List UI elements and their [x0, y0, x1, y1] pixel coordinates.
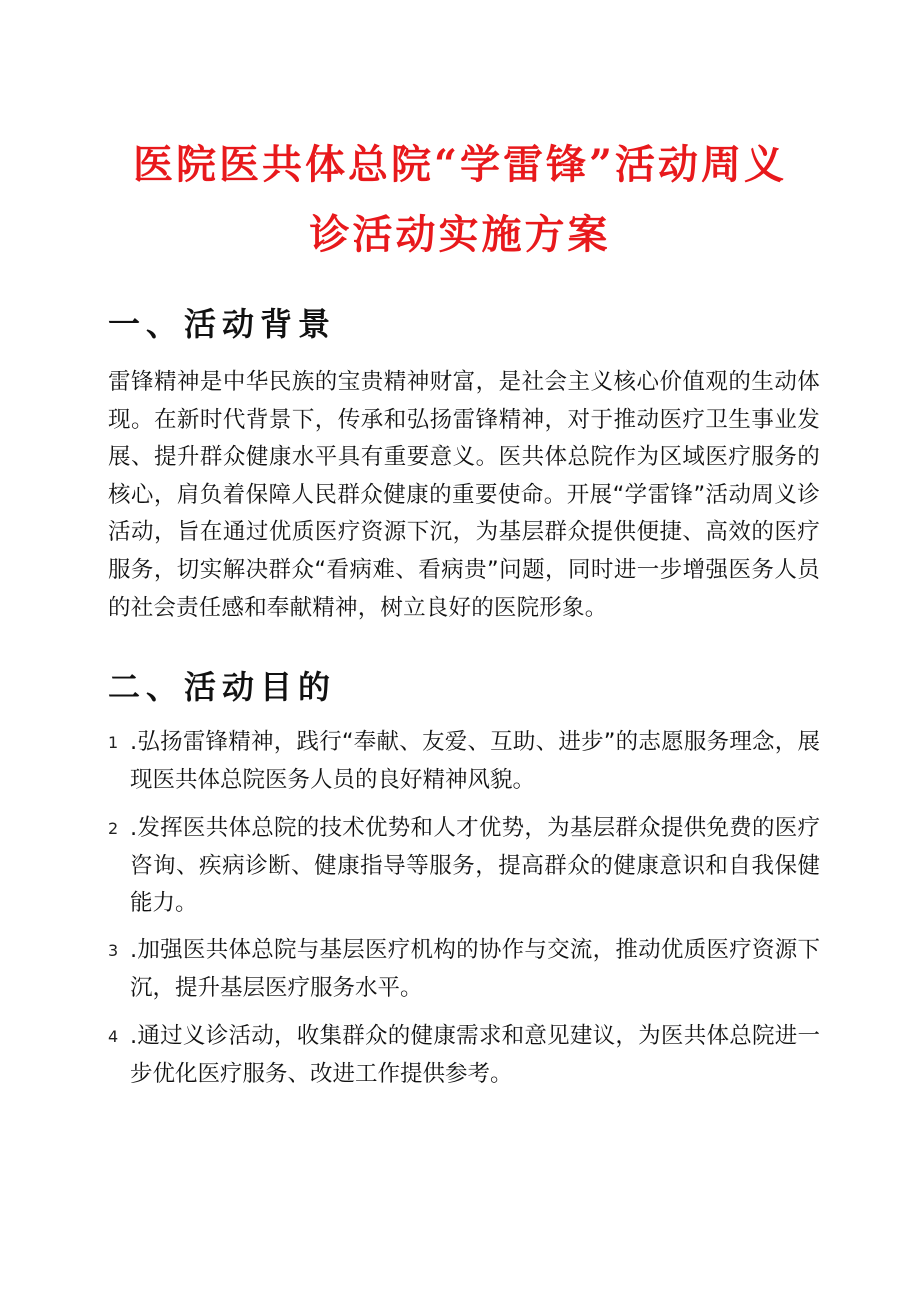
- list-item-text: .弘扬雷锋精神，践行“奉献、友爱、互助、进步”的志愿服务理念，展现医共体总院医务人员的良好精神风貌。: [130, 729, 820, 793]
- list-item-number: 1: [108, 733, 119, 752]
- section-heading-purpose: 二、活动目的: [108, 668, 337, 706]
- list-item-number: 2: [108, 819, 119, 838]
- background-paragraph: 雷锋精神是中华民族的宝贵精神财富，是社会主义核心价值观的生动体现。在新时代背景下，传承和弘扬雷锋精神，对于推动医疗卫生事业发展、提升群众健康水平具有重要意义。医共体总院作为区域医疗服务的核心，肩负着保障人民群众健康的重要使命。开展“学雷锋”活动周义诊活动，旨在通过优质医疗资源下沉，为基层群众提供便捷、高效的医疗服务，切实解决群众“看病难、看病贵”问题，同时进一步增强医务人员的社会责任感和奉献精神，树立良好的医院形象。: [108, 369, 820, 621]
- list-item-number: 4: [108, 1027, 119, 1046]
- section-heading-background: 一、活动背景: [108, 305, 337, 343]
- document-title-line-1: 医院医共体总院“学雷锋”活动周义: [132, 141, 787, 188]
- list-item-text: .加强医共体总院与基层医疗机构的协作与交流，推动优质医疗资源下沉，提升基层医疗服务水平。: [130, 937, 820, 1001]
- list-item-text: .通过义诊活动，收集群众的健康需求和意见建议，为医共体总院进一步优化医疗服务、改进工作提供参考。: [130, 1023, 820, 1087]
- list-item-text: .发挥医共体总院的技术优势和人才优势，为基层群众提供免费的医疗咨询、疾病诊断、健康指导等服务，提高群众的健康意识和自我保健能力。: [130, 815, 820, 917]
- list-item-number: 3: [108, 941, 119, 960]
- document-title-line-2: 诊活动实施方案: [309, 211, 611, 258]
